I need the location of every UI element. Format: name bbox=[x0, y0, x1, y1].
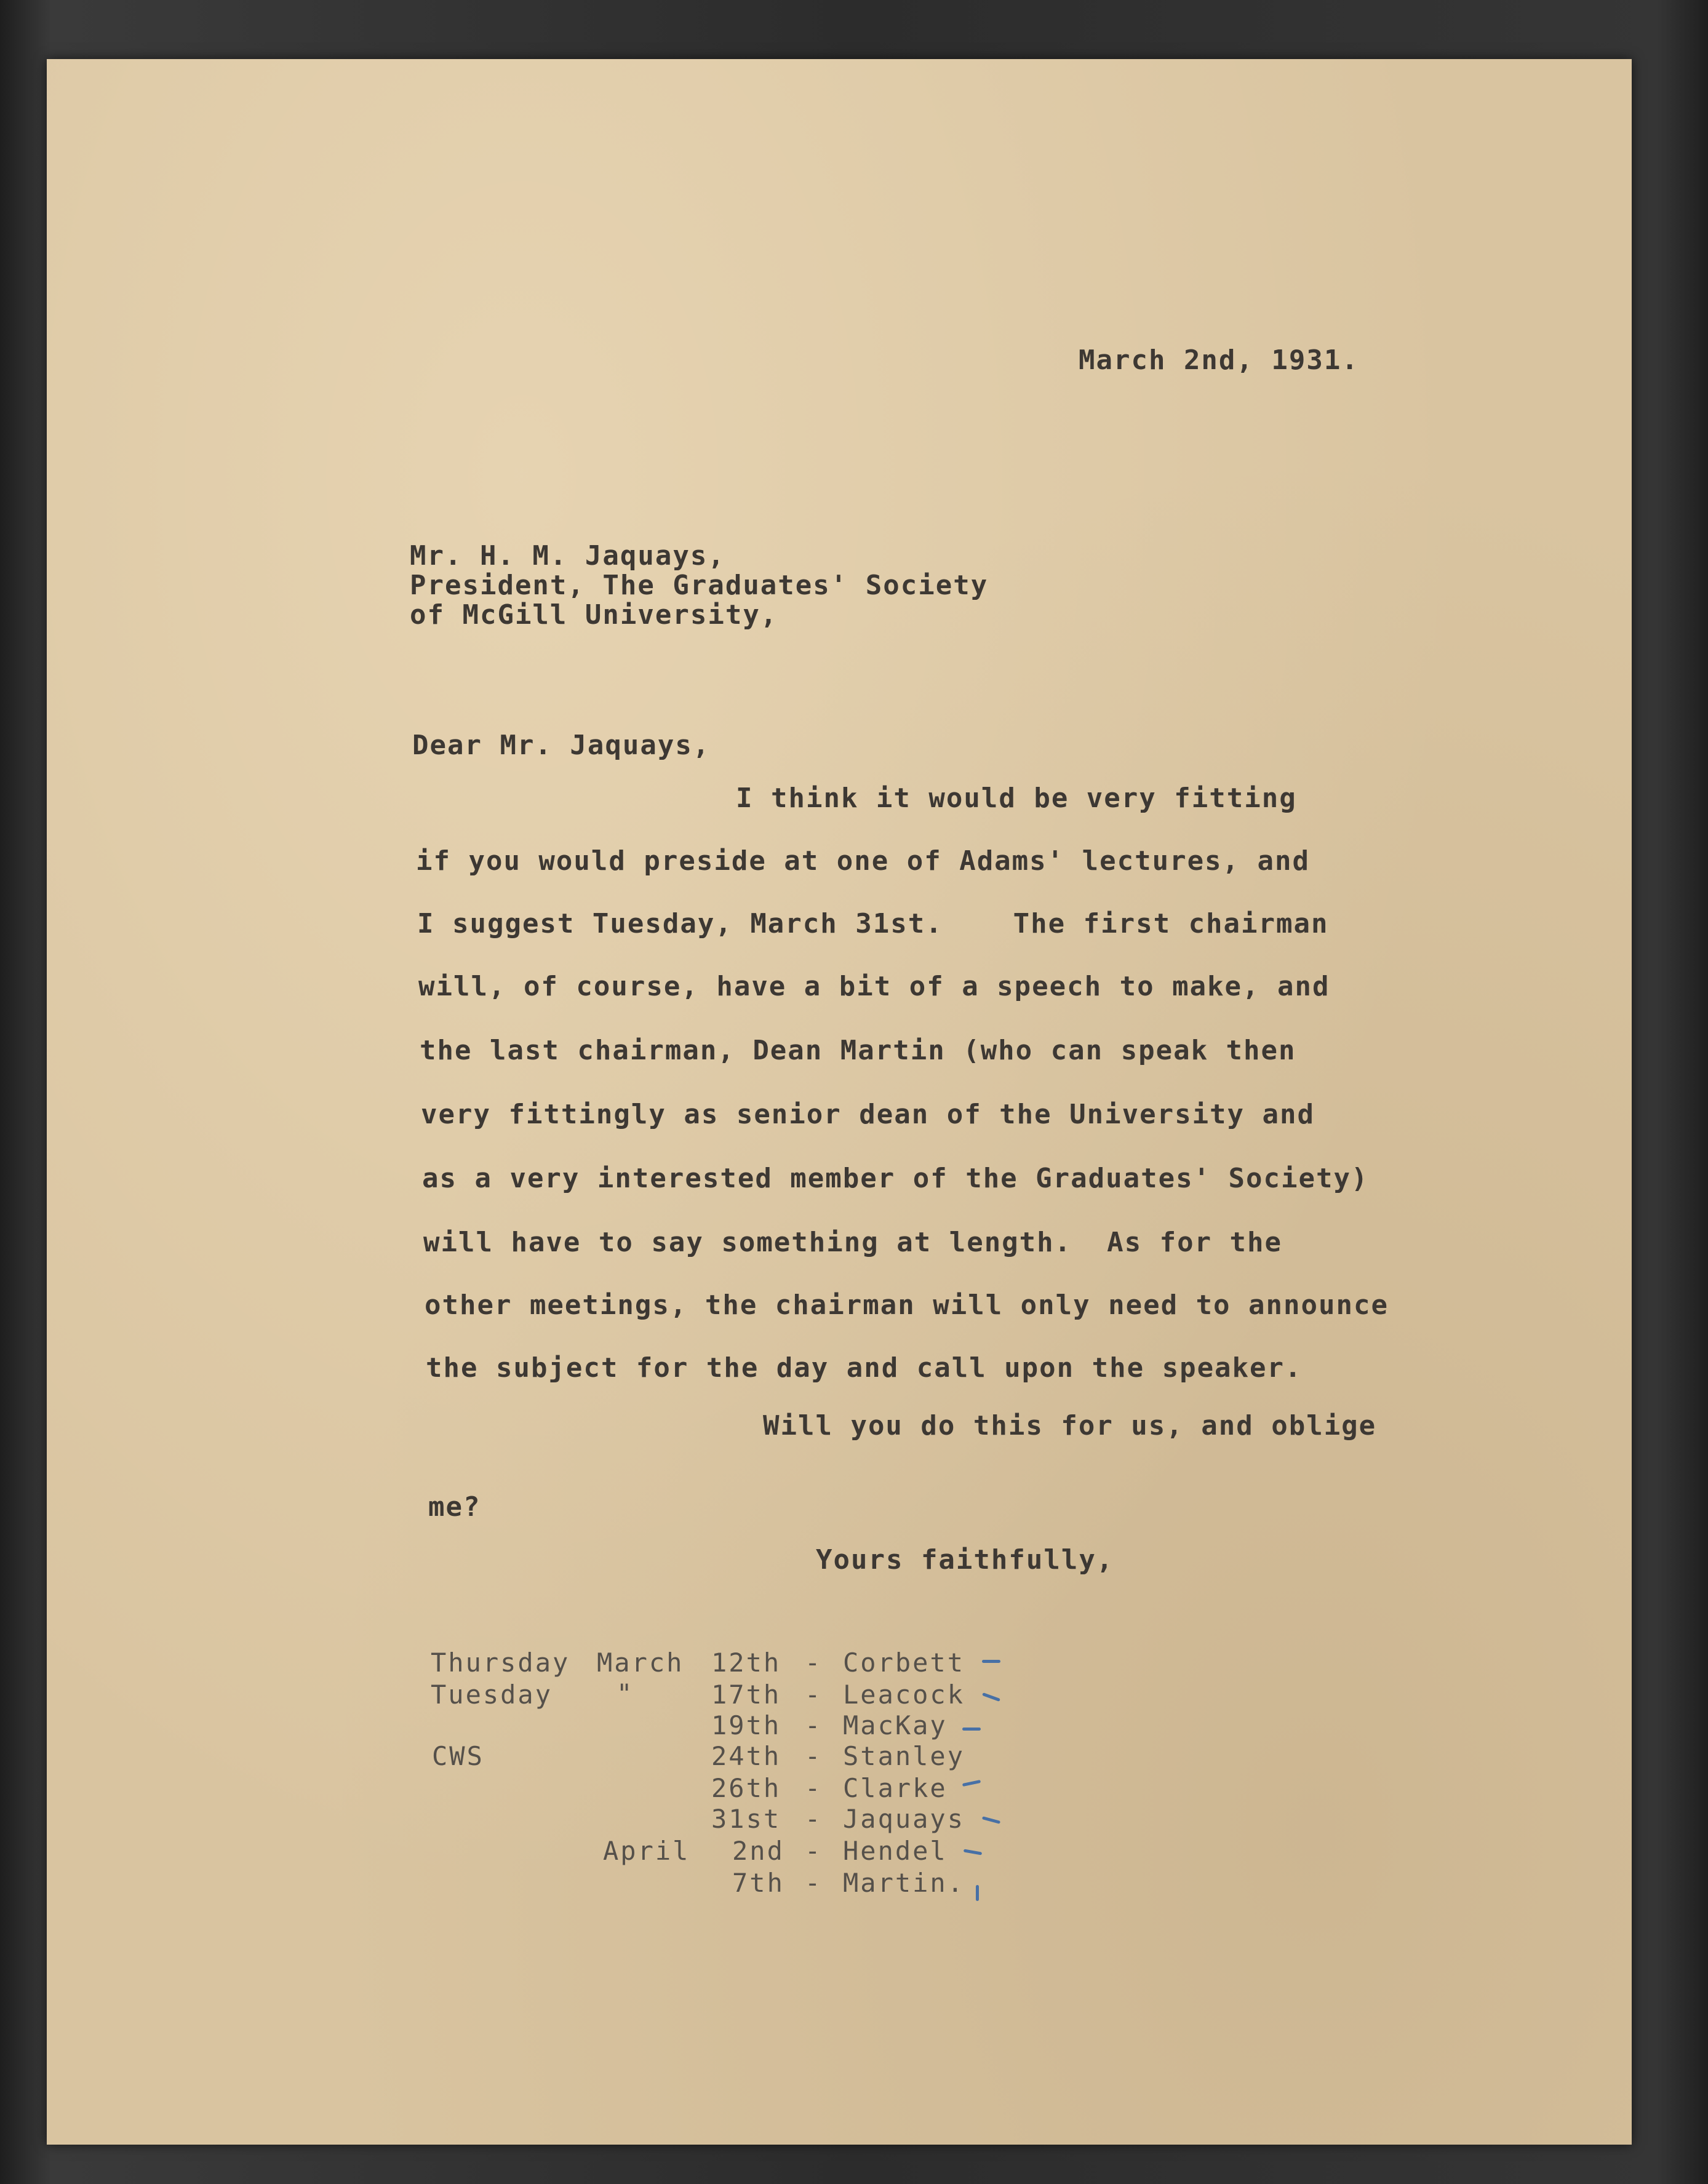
schedule-month-2: " bbox=[617, 1678, 634, 1708]
schedule-month-7: April bbox=[603, 1836, 690, 1866]
pencil-tick-mark bbox=[962, 1728, 981, 1731]
body-line-7: as a very interested member of the Graduates' Society) bbox=[422, 1163, 1369, 1194]
schedule-month-1: March bbox=[597, 1648, 684, 1678]
pencil-tick-mark bbox=[982, 1660, 1000, 1663]
body-line-3: I suggest Tuesday, March 31st. The first chairman bbox=[417, 908, 1329, 939]
schedule-name-2: Leacock bbox=[843, 1680, 965, 1710]
body-line-9: other meetings, the chairman will only need to announce bbox=[425, 1289, 1389, 1321]
letter-sheet bbox=[47, 59, 1632, 2145]
schedule-dash-3: - bbox=[805, 1710, 823, 1740]
schedule-date-4: 24th bbox=[711, 1741, 781, 1771]
body-line-12: me? bbox=[428, 1491, 481, 1523]
schedule-day-1: Thursday bbox=[431, 1648, 570, 1678]
pencil-tick-mark bbox=[964, 1849, 982, 1855]
schedule-dash-6: - bbox=[805, 1804, 823, 1834]
closing: Yours faithfully, bbox=[816, 1544, 1114, 1576]
pencil-tick-mark bbox=[962, 1780, 981, 1787]
pencil-tick-mark bbox=[982, 1816, 1000, 1824]
schedule-dash-5: - bbox=[805, 1773, 823, 1803]
schedule-dash-7: - bbox=[805, 1836, 823, 1866]
schedule-name-8: Martin. bbox=[843, 1868, 965, 1898]
schedule-name-7: Hendel bbox=[843, 1836, 948, 1866]
body-line-10: the subject for the day and call upon the speaker. bbox=[426, 1352, 1303, 1384]
schedule-date-3: 19th bbox=[711, 1710, 781, 1740]
body-line-8: will have to say something at length. As for the bbox=[423, 1227, 1283, 1258]
letter-date: March 2nd, 1931. bbox=[1079, 345, 1359, 376]
schedule-date-5: 26th bbox=[711, 1773, 781, 1803]
recipient-line-3: of McGill University, bbox=[410, 599, 778, 631]
schedule-dash-4: - bbox=[805, 1741, 823, 1771]
recipient-line-1: Mr. H. M. Jaquays, bbox=[410, 540, 725, 572]
schedule-name-5: Clarke bbox=[843, 1773, 948, 1803]
schedule-day-2: Tuesday bbox=[431, 1680, 553, 1710]
schedule-date-7: 2nd bbox=[732, 1836, 784, 1866]
schedule-day-4: CWS bbox=[432, 1741, 484, 1771]
schedule-name-4: Stanley bbox=[843, 1741, 965, 1771]
schedule-dash-2: - bbox=[805, 1680, 823, 1710]
body-line-6: very fittingly as senior dean of the University and bbox=[421, 1099, 1315, 1130]
schedule-date-2: 17th bbox=[711, 1680, 781, 1710]
salutation: Dear Mr. Jaquays, bbox=[412, 730, 711, 761]
schedule-name-3: MacKay bbox=[843, 1710, 948, 1740]
body-line-5: the last chairman, Dean Martin (who can speak then bbox=[420, 1035, 1296, 1066]
pencil-tick-mark bbox=[976, 1885, 979, 1901]
pencil-tick-mark bbox=[982, 1692, 1000, 1702]
schedule-name-6: Jaquays bbox=[843, 1804, 965, 1834]
schedule-dash-8: - bbox=[805, 1868, 823, 1898]
schedule-date-8: 7th bbox=[732, 1868, 784, 1898]
recipient-line-2: President, The Graduates' Society bbox=[410, 570, 989, 601]
body-line-2: if you would preside at one of Adams' lectures, and bbox=[416, 845, 1311, 877]
body-line-1: I think it would be very fitting bbox=[736, 783, 1297, 814]
body-line-11: Will you do this for us, and oblige bbox=[763, 1410, 1377, 1441]
schedule-date-6: 31st bbox=[711, 1804, 781, 1834]
schedule-dash-1: - bbox=[805, 1648, 823, 1678]
schedule-date-1: 12th bbox=[711, 1648, 781, 1678]
body-line-4: will, of course, have a bit of a speech to make, and bbox=[418, 971, 1330, 1002]
schedule-name-1: Corbett bbox=[843, 1648, 965, 1678]
